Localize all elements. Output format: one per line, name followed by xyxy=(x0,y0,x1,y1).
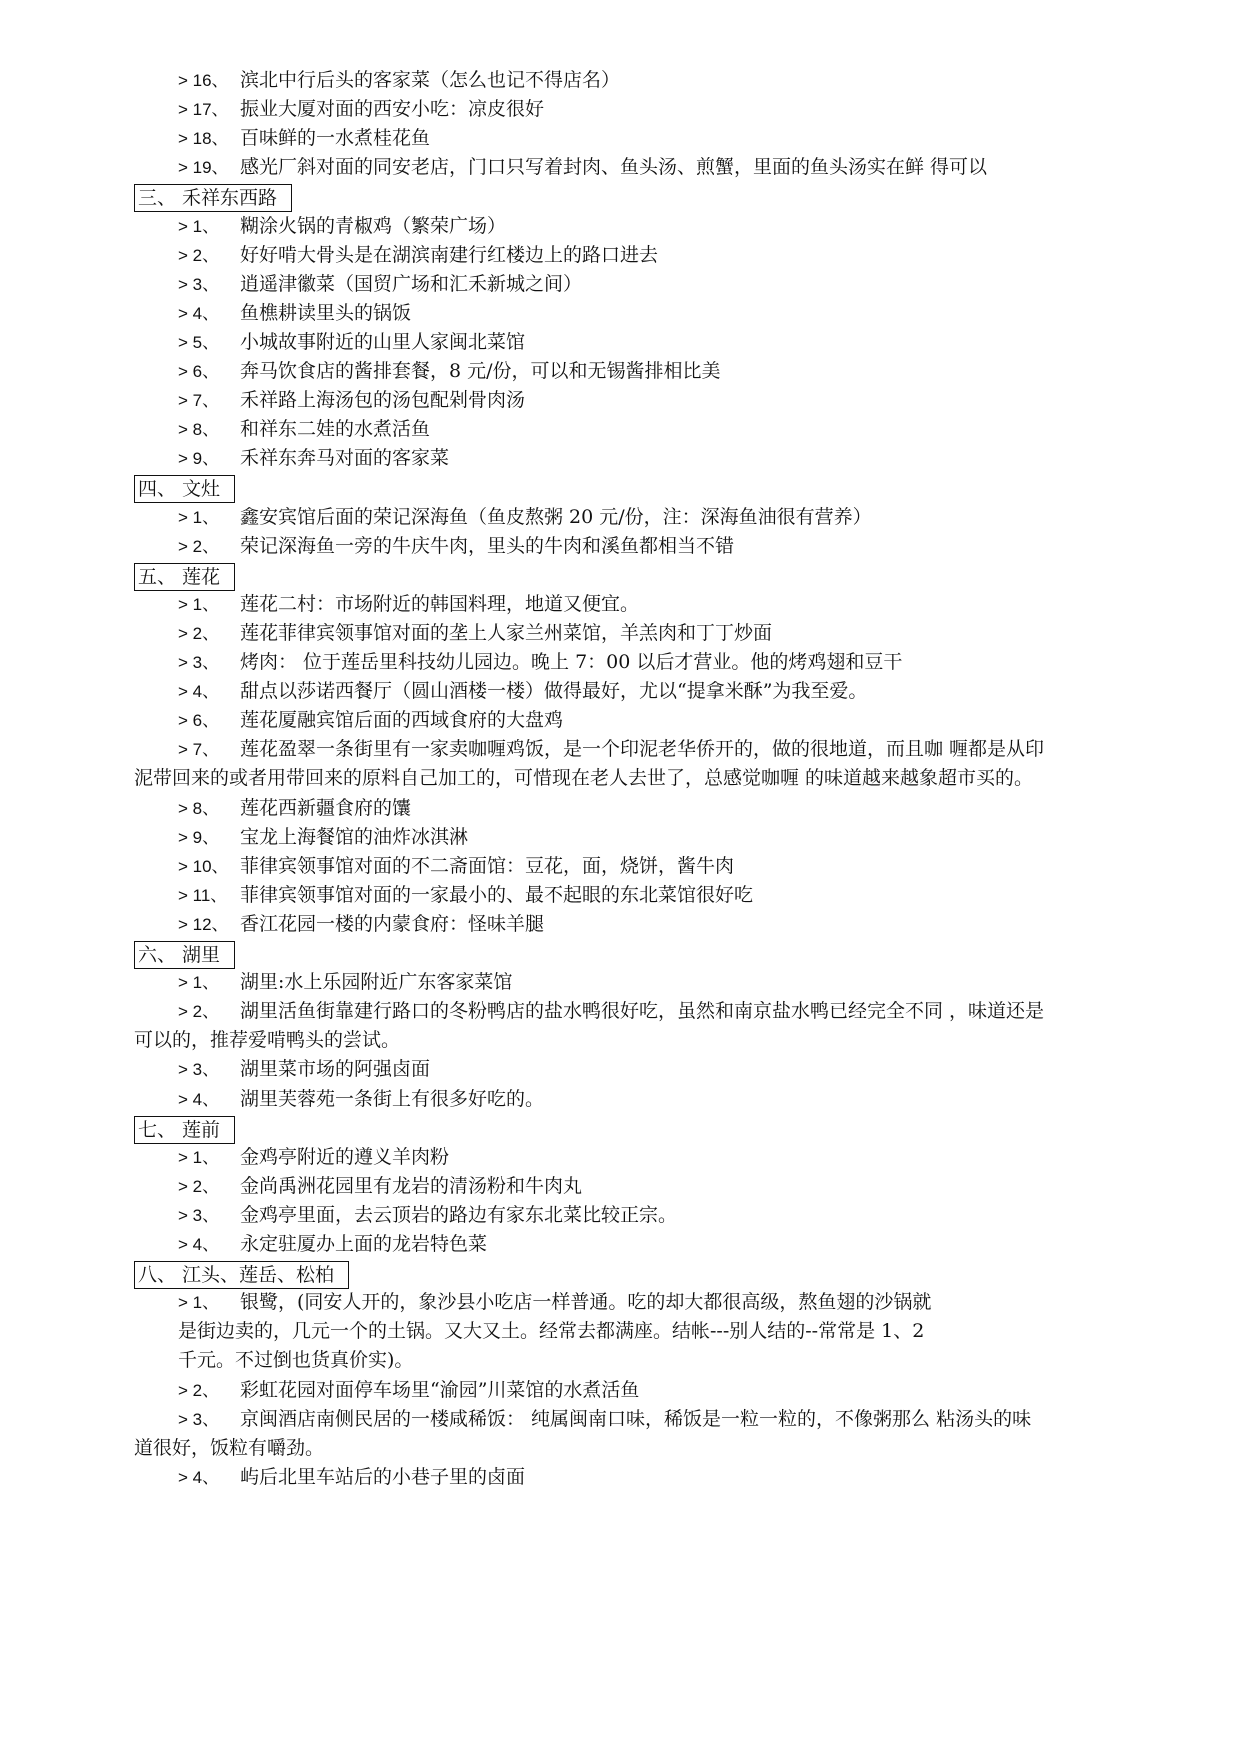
item-number: > 1、 xyxy=(178,973,220,992)
item-text: 鱼樵耕读里头的锅饭 xyxy=(240,302,412,324)
item-text: 莲花菲律宾领事馆对面的垄上人家兰州菜馆，羊羔肉和丁丁炒面 xyxy=(240,622,773,644)
continuation-line: 泥带回来的或者用带回来的原料自己加工的，可惜现在老人去世了，总感觉咖喱 的味道越来越象超市买的。 xyxy=(134,767,1034,789)
item-number: > 1、 xyxy=(178,1293,220,1312)
list-item xyxy=(178,272,582,297)
item-number: > 1、 xyxy=(178,595,220,614)
item-number: > 8、 xyxy=(178,799,220,818)
item-text: 永定驻厦办上面的龙岩特色菜 xyxy=(240,1233,488,1255)
item-number: > 10、 xyxy=(178,857,229,876)
list-item xyxy=(178,68,620,93)
item-number: > 1、 xyxy=(178,508,220,527)
item-text: 京闽酒店南侧民居的一楼咸稀饭： 纯属闽南口味，稀饭是一粒一粒的，不像粥那么 粘汤头的味 xyxy=(240,1408,1032,1430)
list-item xyxy=(178,854,734,879)
section-heading: 三、 禾祥东西路 xyxy=(134,184,292,212)
list-item xyxy=(178,1145,449,1170)
item-number: > 2、 xyxy=(178,246,220,265)
item-number: > 4、 xyxy=(178,304,220,323)
item-text: 好好啃大骨头是在湖滨南建行红楼边上的路口进去 xyxy=(240,244,659,266)
item-number: > 8、 xyxy=(178,420,220,439)
list-item xyxy=(178,301,411,326)
item-text: 禾祥路上海汤包的汤包配剁骨肉汤 xyxy=(240,389,526,411)
item-text: 荣记深海鱼一旁的牛庆牛肉，里头的牛肉和溪鱼都相当不错 xyxy=(240,535,735,557)
list-item xyxy=(178,1378,639,1403)
list-item xyxy=(178,243,658,268)
item-text: 禾祥东奔马对面的客家菜 xyxy=(240,447,450,469)
item-number: > 17、 xyxy=(178,100,229,119)
item-number: > 2、 xyxy=(178,537,220,556)
item-number: > 3、 xyxy=(178,653,220,672)
item-number: > 3、 xyxy=(178,1410,220,1429)
list-item xyxy=(178,970,512,995)
list-item xyxy=(178,825,468,850)
item-text: 小城故事附近的山里人家闽北菜馆 xyxy=(240,331,526,353)
section-heading: 七、 莲前 xyxy=(134,1116,235,1144)
list-item xyxy=(178,912,544,937)
item-number: > 4、 xyxy=(178,682,220,701)
section-heading: 六、 湖里 xyxy=(134,941,235,969)
continuation-line: 是街边卖的，几元一个的土锅。又大又土。经常去都满座。结帐---别人结的--常常是 1、2 xyxy=(178,1320,925,1342)
item-text: 湖里:水上乐园附近广东客家菜馆 xyxy=(240,971,513,993)
item-text: 振业大厦对面的西安小吃：凉皮很好 xyxy=(240,98,545,120)
item-text: 百味鲜的一水煮桂花鱼 xyxy=(240,127,431,149)
item-number: > 4、 xyxy=(178,1090,220,1109)
item-text: 莲花二村：市场附近的韩国料理，地道又便宜。 xyxy=(240,593,640,615)
continuation-line: 可以的，推荐爱啃鸭头的尝试。 xyxy=(134,1029,401,1051)
section-heading: 五、 莲花 xyxy=(134,563,235,591)
item-number: > 6、 xyxy=(178,362,220,381)
item-text: 菲律宾领事馆对面的不二斋面馆：豆花，面，烧饼，酱牛肉 xyxy=(240,855,735,877)
item-number: > 9、 xyxy=(178,449,220,468)
item-text: 奔马饮食店的酱排套餐，8 元/份，可以和无锡酱排相比美 xyxy=(240,360,721,382)
item-text: 彩虹花园对面停车场里“渝园”川菜馆的水煮活鱼 xyxy=(240,1379,640,1401)
list-item xyxy=(178,650,902,675)
list-item xyxy=(178,883,753,908)
item-text: 香江花园一楼的内蒙食府：怪味羊腿 xyxy=(240,913,545,935)
list-item xyxy=(178,1465,525,1490)
list-item xyxy=(178,417,430,442)
item-number: > 2、 xyxy=(178,1002,220,1021)
item-number: > 7、 xyxy=(178,391,220,410)
item-number: > 1、 xyxy=(178,217,220,236)
section-heading: 八、 江头、莲岳、松柏 xyxy=(134,1261,349,1289)
item-number: > 7、 xyxy=(178,740,220,759)
item-text: 滨北中行后头的客家菜（怎么也记不得店名） xyxy=(240,69,621,91)
list-item xyxy=(178,505,872,530)
item-number: > 9、 xyxy=(178,828,220,847)
list-item xyxy=(178,446,449,471)
item-number: > 3、 xyxy=(178,275,220,294)
item-number: > 2、 xyxy=(178,1381,220,1400)
item-text: 鑫安宾馆后面的荣记深海鱼（鱼皮熬粥 20 元/份，注：深海鱼油很有营养） xyxy=(240,506,872,528)
item-text: 烤肉： 位于莲岳里科技幼儿园边。晚上 7：00 以后才营业。他的烤鸡翅和豆干 xyxy=(240,651,903,673)
item-number: > 1、 xyxy=(178,1148,220,1167)
continuation-line: 千元。不过倒也货真价实)。 xyxy=(178,1349,414,1371)
list-item xyxy=(178,708,563,733)
list-item xyxy=(178,1057,430,1082)
item-text: 金尚禹洲花园里有龙岩的清汤粉和牛肉丸 xyxy=(240,1175,583,1197)
list-item xyxy=(178,97,544,122)
list-item xyxy=(178,796,411,821)
item-text: 莲花西新疆食府的馕 xyxy=(240,797,412,819)
item-text: 湖里芙蓉苑一条街上有很多好吃的。 xyxy=(240,1088,545,1110)
item-text: 湖里活鱼街靠建行路口的冬粉鸭店的盐水鸭很好吃，虽然和南京盐水鸭已经完全不同 ，味道还是 xyxy=(240,1000,1045,1022)
item-text: 和祥东二娃的水煮活鱼 xyxy=(240,418,431,440)
item-number: > 6、 xyxy=(178,711,220,730)
list-item xyxy=(178,388,525,413)
item-text: 屿后北里车站后的小巷子里的卤面 xyxy=(240,1466,526,1488)
list-item xyxy=(178,126,430,151)
list-item xyxy=(178,1203,677,1228)
list-item xyxy=(178,592,639,617)
continuation-line: 道很好，饭粒有嚼劲。 xyxy=(134,1437,325,1459)
item-number: > 5、 xyxy=(178,333,220,352)
list-item xyxy=(178,621,772,646)
item-number: > 3、 xyxy=(178,1060,220,1079)
item-number: > 4、 xyxy=(178,1468,220,1487)
item-number: > 18、 xyxy=(178,129,229,148)
item-number: > 12、 xyxy=(178,915,229,934)
section-heading: 四、 文灶 xyxy=(134,475,235,503)
list-item xyxy=(178,737,1044,762)
item-text: 莲花盈翠一条街里有一家卖咖喱鸡饭，是一个印泥老华侨开的，做的很地道，而且咖 喱都是从印 xyxy=(240,738,1045,760)
list-item xyxy=(178,999,1044,1024)
list-item xyxy=(178,155,987,180)
list-item xyxy=(178,214,506,239)
list-item xyxy=(178,1290,931,1315)
item-number: > 2、 xyxy=(178,624,220,643)
item-text: 金鸡亭附近的遵义羊肉粉 xyxy=(240,1146,450,1168)
list-item xyxy=(178,534,734,559)
item-number: > 3、 xyxy=(178,1206,220,1225)
list-item xyxy=(178,1174,582,1199)
list-item xyxy=(178,359,721,384)
item-text: 菲律宾领事馆对面的一家最小的、最不起眼的东北菜馆很好吃 xyxy=(240,884,754,906)
item-number: > 4、 xyxy=(178,1235,220,1254)
list-item xyxy=(178,1232,487,1257)
item-text: 银鹭，(同安人开的，象沙县小吃店一样普通。吃的却大都很高级，熬鱼翅的沙锅就 xyxy=(240,1291,932,1313)
item-text: 金鸡亭里面，去云顶岩的路边有家东北菜比较正宗。 xyxy=(240,1204,678,1226)
item-text: 甜点以莎诺西餐厅（圆山酒楼一楼）做得最好，尤以“提拿米酥”为我至爱。 xyxy=(240,680,868,702)
item-number: > 2、 xyxy=(178,1177,220,1196)
item-text: 糊涂火锅的青椒鸡（繁荣广场） xyxy=(240,215,507,237)
list-item xyxy=(178,330,525,355)
item-number: > 11、 xyxy=(178,886,228,905)
item-text: 逍遥津徽菜（国贸广场和汇禾新城之间） xyxy=(240,273,583,295)
item-text: 感光厂斜对面的同安老店，门口只写着封肉、鱼头汤、煎蟹，里面的鱼头汤实在鲜 得可以 xyxy=(240,156,988,178)
item-number: > 16、 xyxy=(178,71,229,90)
list-item xyxy=(178,1087,544,1112)
list-item xyxy=(178,679,867,704)
item-text: 湖里菜市场的阿强卤面 xyxy=(240,1058,431,1080)
item-text: 莲花厦融宾馆后面的西域食府的大盘鸡 xyxy=(240,709,564,731)
item-number: > 19、 xyxy=(178,158,229,177)
item-text: 宝龙上海餐馆的油炸冰淇淋 xyxy=(240,826,469,848)
list-item xyxy=(178,1407,1031,1432)
